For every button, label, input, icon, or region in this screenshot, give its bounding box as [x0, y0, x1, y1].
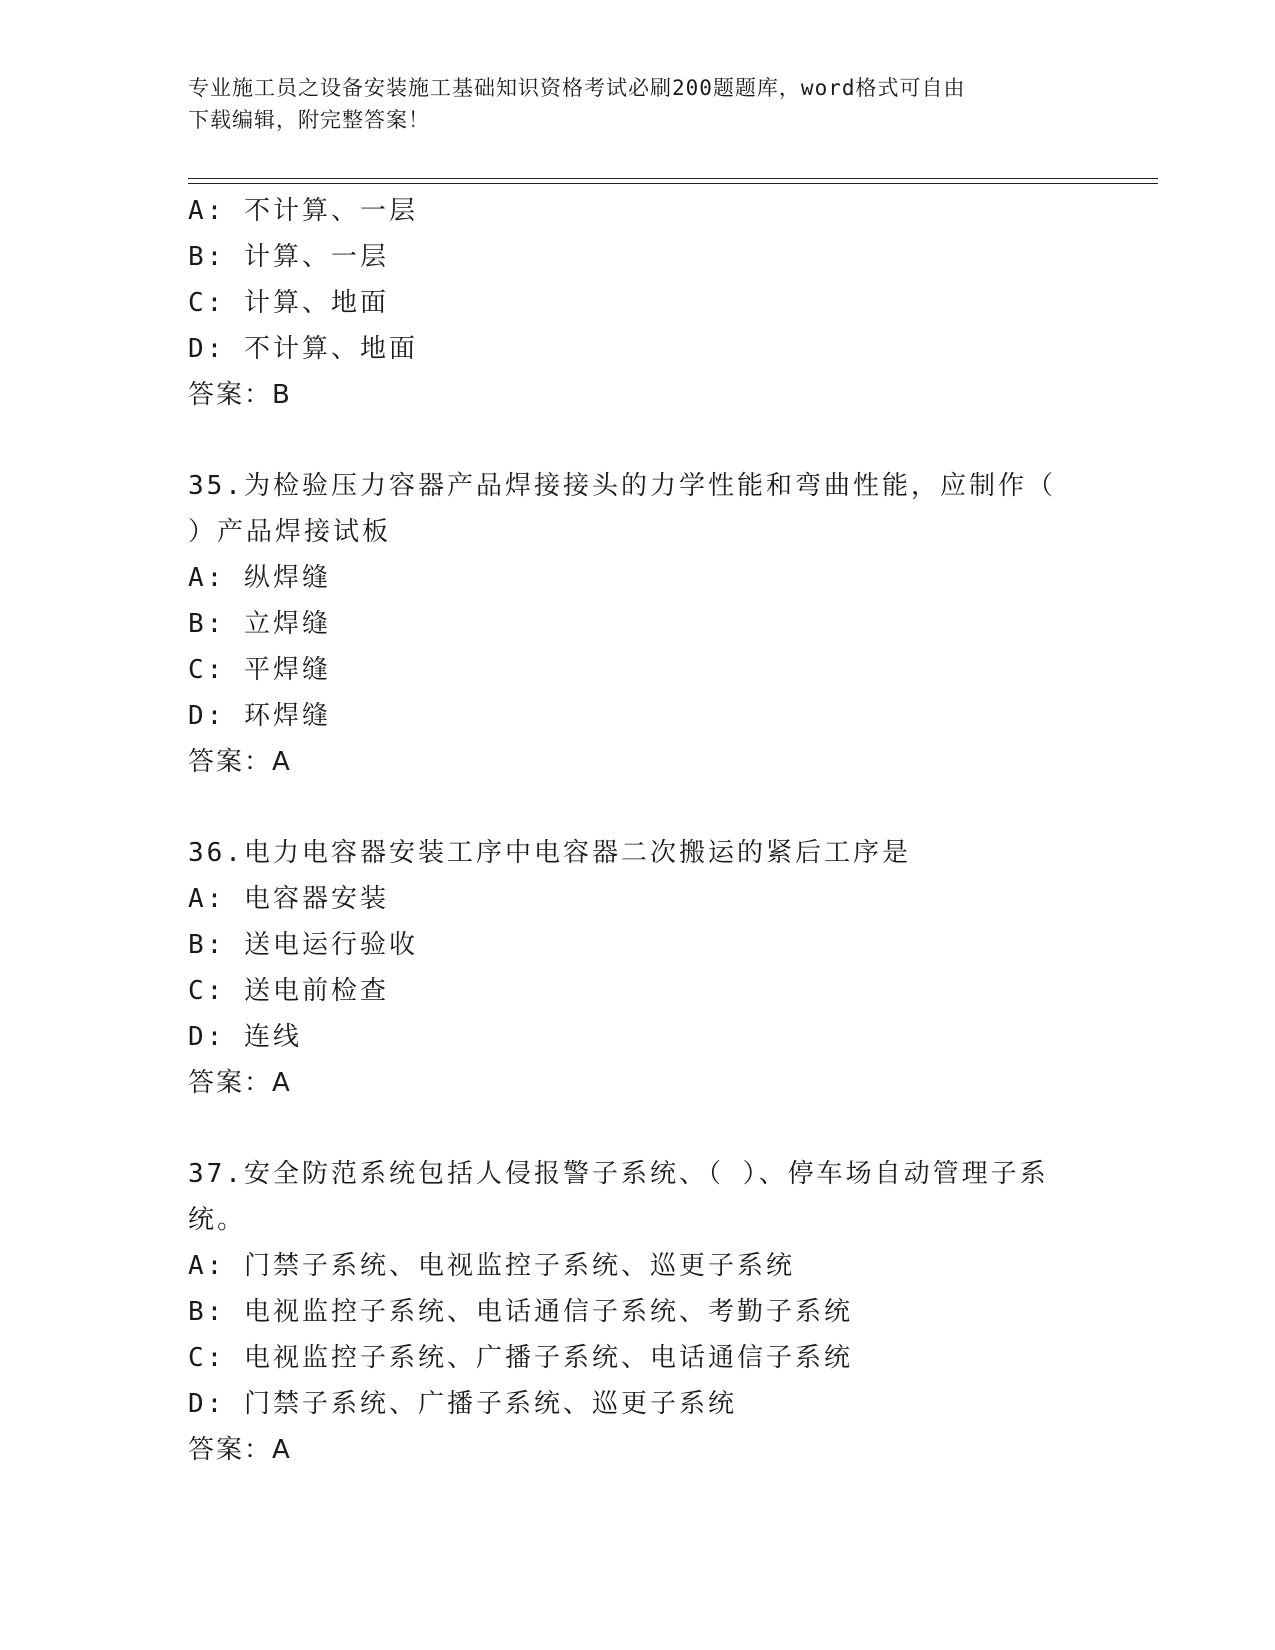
header-line-1: 专业施工员之设备安装施工基础知识资格考试必刷200题题库，word格式可自由: [188, 76, 966, 100]
option-d: D: 门禁子系统、广播子系统、巡更子系统: [188, 1389, 737, 1419]
header-divider-bottom: [188, 183, 1158, 184]
option-d: D: 环焊缝: [188, 701, 331, 731]
option-a: A: 纵焊缝: [188, 563, 331, 593]
option-d: D: 连线: [188, 1022, 302, 1052]
option-b: B: 计算、一层: [188, 242, 389, 272]
header-divider-top: [188, 178, 1158, 179]
option-b: B: 立焊缝: [188, 609, 331, 639]
option-c: C: 电视监控子系统、广播子系统、电话通信子系统: [188, 1343, 853, 1373]
option-b: B: 送电运行验收: [188, 930, 418, 960]
question-list: [188, 188, 1088, 1473]
question-36: [188, 830, 1088, 1106]
option-d: D: 不计算、地面: [188, 334, 418, 364]
option-a: A: 门禁子系统、电视监控子系统、巡更子系统: [188, 1251, 795, 1281]
option-c: C: 平焊缝: [188, 655, 331, 685]
option-c: C: 送电前检查: [188, 976, 389, 1006]
question-stem: 36.电力电容器安装工序中电容器二次搬运的紧后工序是: [188, 838, 911, 868]
question-stem: 37.安全防范系统包括人侵报警子系统、（ ）、停车场自动管理子系统。: [188, 1159, 1049, 1235]
answer-label: 答案：A: [188, 747, 292, 777]
header-line-2: 下载编辑，附完整答案！: [188, 108, 430, 132]
question-35: [188, 463, 1088, 785]
answer-label: 答案：A: [188, 1068, 292, 1098]
option-b: B: 电视监控子系统、电话通信子系统、考勤子系统: [188, 1297, 853, 1327]
option-c: C: 计算、地面: [188, 288, 389, 318]
option-a: A: 不计算、一层: [188, 196, 418, 226]
answer-label: 答案：A: [188, 1435, 292, 1465]
question-34-continued: [188, 188, 1088, 418]
document-header: [188, 72, 1088, 136]
answer-label: 答案：B: [188, 380, 292, 410]
option-a: A: 电容器安装: [188, 884, 389, 914]
question-stem: 35.为检验压力容器产品焊接接头的力学性能和弯曲性能，应制作（ ）产品焊接试板: [188, 471, 1056, 547]
question-37: [188, 1151, 1088, 1473]
